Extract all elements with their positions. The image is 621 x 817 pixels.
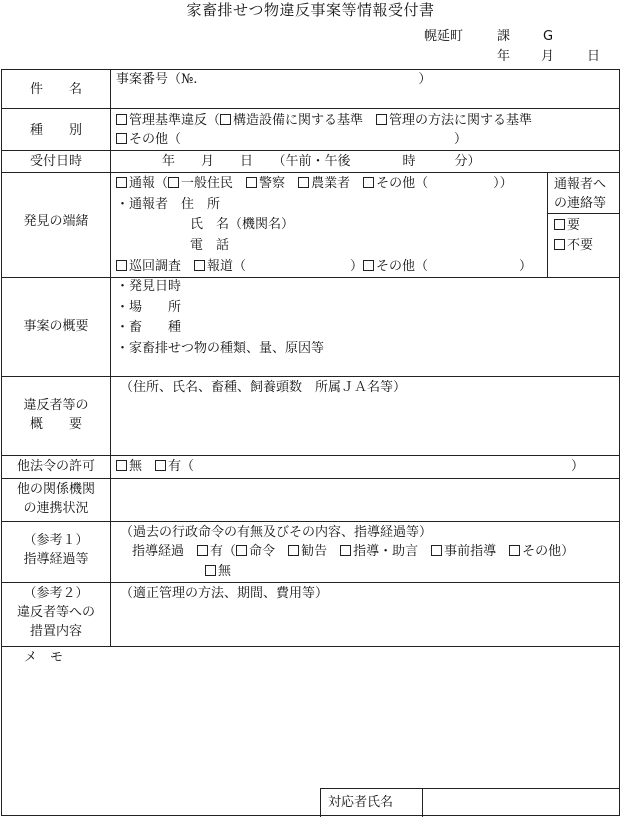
row-line xyxy=(2,172,619,173)
guidance-text: 指導・助言 xyxy=(353,544,419,559)
checkbox-police[interactable] xyxy=(246,177,257,188)
police-text: 警察 xyxy=(259,176,286,191)
row-line xyxy=(2,376,619,377)
permit-yes-text: 有（ ） xyxy=(168,459,585,474)
guidance-line xyxy=(132,544,574,560)
advice-text: 勧告 xyxy=(301,544,328,559)
checkbox-report-other[interactable] xyxy=(363,177,374,188)
checkbox-permit-no[interactable] xyxy=(116,460,127,471)
ref1-label: （参考１） 指導経過等 xyxy=(23,533,89,567)
checkbox-management-violation[interactable] xyxy=(116,114,127,125)
press-text: 報道（ ） xyxy=(207,259,364,274)
contact-divider xyxy=(547,172,548,277)
coordination-label: 他の関係機関 の連携状況 xyxy=(16,482,95,516)
permit-label: 他法令の許可 xyxy=(16,459,95,474)
resident-text: 一般住民 xyxy=(181,176,234,191)
type-line-2 xyxy=(116,132,467,148)
row-line xyxy=(2,478,619,479)
summary-item: ・場 所 xyxy=(116,300,182,315)
checkbox-contact-yes[interactable] xyxy=(554,219,565,230)
discovery-other-text: その他（ ） xyxy=(376,259,533,274)
checkbox-resident[interactable] xyxy=(168,177,179,188)
responder-divider xyxy=(320,788,321,817)
case-number-field[interactable]: 事案番号（№. ） xyxy=(116,72,432,87)
violator-label: 違反者等の 概 要 xyxy=(23,398,89,432)
row-line xyxy=(2,521,619,522)
checkbox-pre-guidance[interactable] xyxy=(431,545,442,556)
contact-yes-text: 要 xyxy=(567,218,581,233)
header-day: 日 xyxy=(587,49,601,64)
checkbox-method-standard[interactable] xyxy=(376,114,387,125)
row-line xyxy=(2,108,619,109)
order-text: 命令 xyxy=(249,544,276,559)
report-text: 通報（ xyxy=(129,176,169,191)
memo-label: メ モ xyxy=(24,650,64,665)
checkbox-guidance-other[interactable] xyxy=(509,545,520,556)
row-line xyxy=(2,646,619,647)
reporter-phone-label: 電 話 xyxy=(190,238,230,253)
section-label: 課 xyxy=(497,29,511,44)
contact-yes-line xyxy=(554,218,580,234)
structure-standard-text: 構造設備に関する基準 xyxy=(233,113,364,128)
reporter-name-label: 氏 名（機関名） xyxy=(190,217,295,232)
guidance-yes-text: 有（ xyxy=(210,544,237,559)
discovery-label: 発見の端緒 xyxy=(23,214,89,229)
guidance-no-text: 無 xyxy=(218,564,232,579)
checkbox-guidance-yes[interactable] xyxy=(197,545,208,556)
section-code: G xyxy=(543,29,554,44)
ref1-hint: （過去の行政命令の有無及びその内容、指導経過等） xyxy=(120,525,433,540)
responder-line xyxy=(320,788,619,789)
checkbox-type-other[interactable] xyxy=(116,133,127,144)
checkbox-guidance-no[interactable] xyxy=(205,565,216,576)
row-line xyxy=(2,582,619,583)
reporter-address-label: ・通報者 住 所 xyxy=(116,197,221,212)
permit-line xyxy=(116,459,584,475)
office-name: 幌延町 xyxy=(424,29,464,44)
type-other-text: その他（ ） xyxy=(129,132,468,147)
checkbox-report[interactable] xyxy=(116,177,127,188)
date-field[interactable]: 年 月 日 （午前・午後 時 分） xyxy=(162,154,481,169)
contact-no-line xyxy=(554,238,593,254)
farmer-text: 農業者 xyxy=(311,176,351,191)
case-label: 件 名 xyxy=(29,82,82,97)
guidance-no-line xyxy=(205,564,231,580)
ref2-label: （参考２） 違反者等への 措置内容 xyxy=(16,586,95,639)
type-line-1 xyxy=(116,113,532,129)
contact-no-text: 不要 xyxy=(567,238,594,253)
responder-label: 対応者氏名 xyxy=(328,795,394,810)
checkbox-advice[interactable] xyxy=(288,545,299,556)
patrol-text: 巡回調査 xyxy=(129,259,182,274)
ref2-hint: （適正管理の方法、期間、費用等） xyxy=(120,586,329,601)
checkbox-order[interactable] xyxy=(236,545,247,556)
row-line xyxy=(2,455,619,456)
checkbox-structure-standard[interactable] xyxy=(220,114,231,125)
summary-item: ・家畜排せつ物の種類、量、原因等 xyxy=(116,341,325,356)
report-form xyxy=(1,69,620,816)
checkbox-discovery-other[interactable] xyxy=(363,260,374,271)
violator-hint: （住所、氏名、畜種、飼養頭数 所属ＪＡ名等） xyxy=(120,380,407,395)
checkbox-permit-yes[interactable] xyxy=(155,460,166,471)
report-line xyxy=(116,176,513,192)
checkbox-contact-no[interactable] xyxy=(554,239,565,250)
row-line xyxy=(2,277,619,278)
summary-item: ・畜 種 xyxy=(116,320,182,335)
row-line xyxy=(2,150,619,151)
date-label: 受付日時 xyxy=(29,154,82,169)
responder-divider xyxy=(422,788,423,817)
contact-label: 通報者へ の連絡等 xyxy=(554,177,607,211)
header-month: 月 xyxy=(541,49,555,64)
discovery-other-line xyxy=(116,259,532,275)
type-label: 種 別 xyxy=(29,123,82,138)
checkbox-press[interactable] xyxy=(194,260,205,271)
permit-no-text: 無 xyxy=(129,459,143,474)
checkbox-guidance[interactable] xyxy=(340,545,351,556)
guidance-other-text: その他） xyxy=(522,544,575,559)
header-year: 年 xyxy=(497,49,511,64)
checkbox-farmer[interactable] xyxy=(298,177,309,188)
guidance-label: 指導経過 xyxy=(132,544,185,559)
management-violation-text: 管理基準違反（ xyxy=(129,113,221,128)
pre-guidance-text: 事前指導 xyxy=(444,544,497,559)
method-standard-text: 管理の方法に関する基準 xyxy=(389,113,533,128)
report-other-text: その他（ ）） xyxy=(376,176,513,191)
summary-label: 事案の概要 xyxy=(23,319,89,334)
label-divider xyxy=(110,70,111,646)
checkbox-patrol[interactable] xyxy=(116,260,127,271)
responder-name-field[interactable] xyxy=(426,790,616,814)
summary-item: ・発見日時 xyxy=(116,279,182,294)
page-title: 家畜排せつ物違反事案等情報受付書 xyxy=(186,1,435,19)
